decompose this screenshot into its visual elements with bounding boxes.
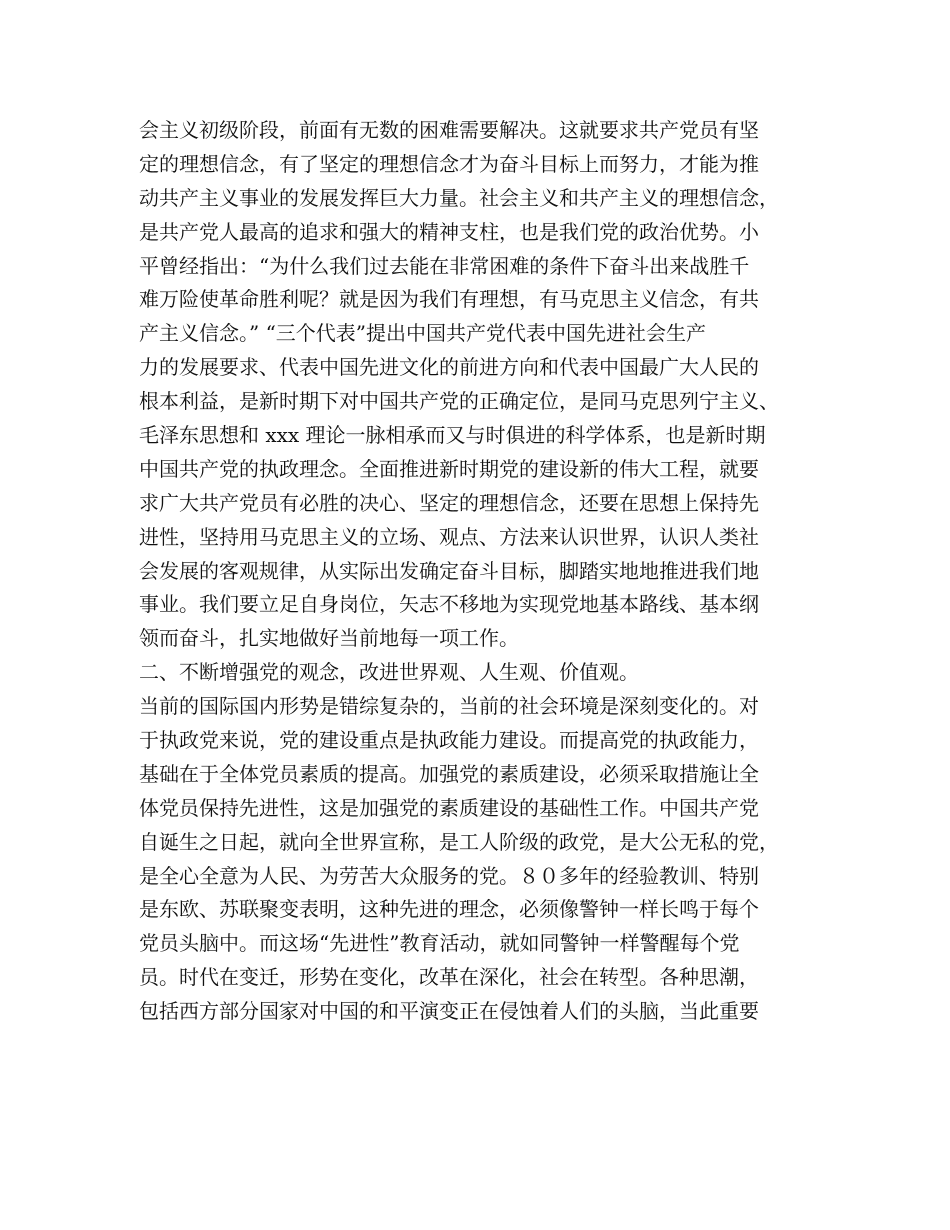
text-line-24: 是东欧、苏联聚变表明，这种先进的理念，必须像警钟一样长鸣于每个: [139, 897, 759, 922]
text-line-4: 是共产党人最高的追求和强大的精神支柱，也是我们党的政治优势。小: [139, 219, 759, 244]
text-line-10: 毛泽东思想和 xxx 理论一脉相承而又与时俱进的科学体系，也是新时期: [139, 423, 766, 448]
text-line-25: 党员头脑中。而这场“先进性”教育活动，就如同警钟一样警醒每个党: [139, 931, 740, 956]
text-line-26: 员。时代在变迁，形势在变化，改革在深化，社会在转型。各种思潮，: [139, 965, 759, 990]
text-line-13: 进性，坚持用马克思主义的立场、观点、方法来认识世界，认识人类社: [139, 524, 759, 549]
text-line-22: 自诞生之日起，就向全世界宣称，是工人阶级的政党，是大公无私的党，: [139, 829, 779, 854]
text-line-1: 会主义初级阶段，前面有无数的困难需要解决。这就要求共产党员有坚: [139, 118, 759, 142]
section-heading: 二、不断增强党的观念，改进世界观、人生观、价值观。: [139, 660, 639, 685]
text-line-2: 定的理想信念，有了坚定的理想信念才为奋斗目标上而努力，才能为推: [139, 151, 759, 176]
text-line-12: 求广大共产党员有必胜的决心、坚定的理想信念，还要在思想上保持先: [139, 490, 759, 515]
text-line-6: 难万险使革命胜利呢？就是因为我们有理想，有马克思主义信念，有共: [139, 287, 759, 312]
body-text: [139, 114, 829, 1029]
text-line-27: 包括西方部分国家对中国的和平演变正在侵蚀着人们的头脑，当此重要: [139, 999, 759, 1024]
text-line-8: 力的发展要求、代表中国先进文化的前进方向和代表中国最广大人民的: [139, 355, 759, 380]
text-line-18: 当前的国际国内形势是错综复杂的，当前的社会环境是深刻变化的。对: [139, 694, 759, 719]
text-line-7: 产主义信念。” “三个代表”提出中国共产党代表中国先进社会生产: [139, 321, 707, 346]
text-line-14: 会发展的客观规律，从实际出发确定奋斗目标，脚踏实地地推进我们地: [139, 558, 759, 583]
text-line-23: 是全心全意为人民、为劳苦大众服务的党。８０多年的经验教训、特别: [139, 863, 759, 888]
text-line-9: 根本利益，是新时期下对中国共产党的正确定位，是同马克思列宁主义、: [139, 389, 779, 414]
text-line-11: 中国共产党的执政理念。全面推进新时期党的建设新的伟大工程，就要: [139, 456, 759, 481]
text-line-3: 动共产主义事业的发展发挥巨大力量。社会主义和共产主义的理想信念，: [139, 185, 779, 210]
text-line-21: 体党员保持先进性，这是加强党的素质建设的基础性工作。中国共产党: [139, 795, 759, 820]
text-line-5: 平曾经指出：“为什么我们过去能在非常困难的条件下奋斗出来战胜千: [139, 253, 750, 278]
text-line-15: 事业。我们要立足自身岗位，矢志不移地为实现党地基本路线、基本纲: [139, 592, 759, 617]
text-line-19: 于执政党来说，党的建设重点是执政能力建设。而提高党的执政能力，: [139, 728, 759, 753]
text-line-16: 领而奋斗，扎实地做好当前地每一项工作。: [139, 626, 519, 651]
text-line-20: 基础在于全体党员素质的提高。加强党的素质建设，必须采取措施让全: [139, 761, 759, 786]
